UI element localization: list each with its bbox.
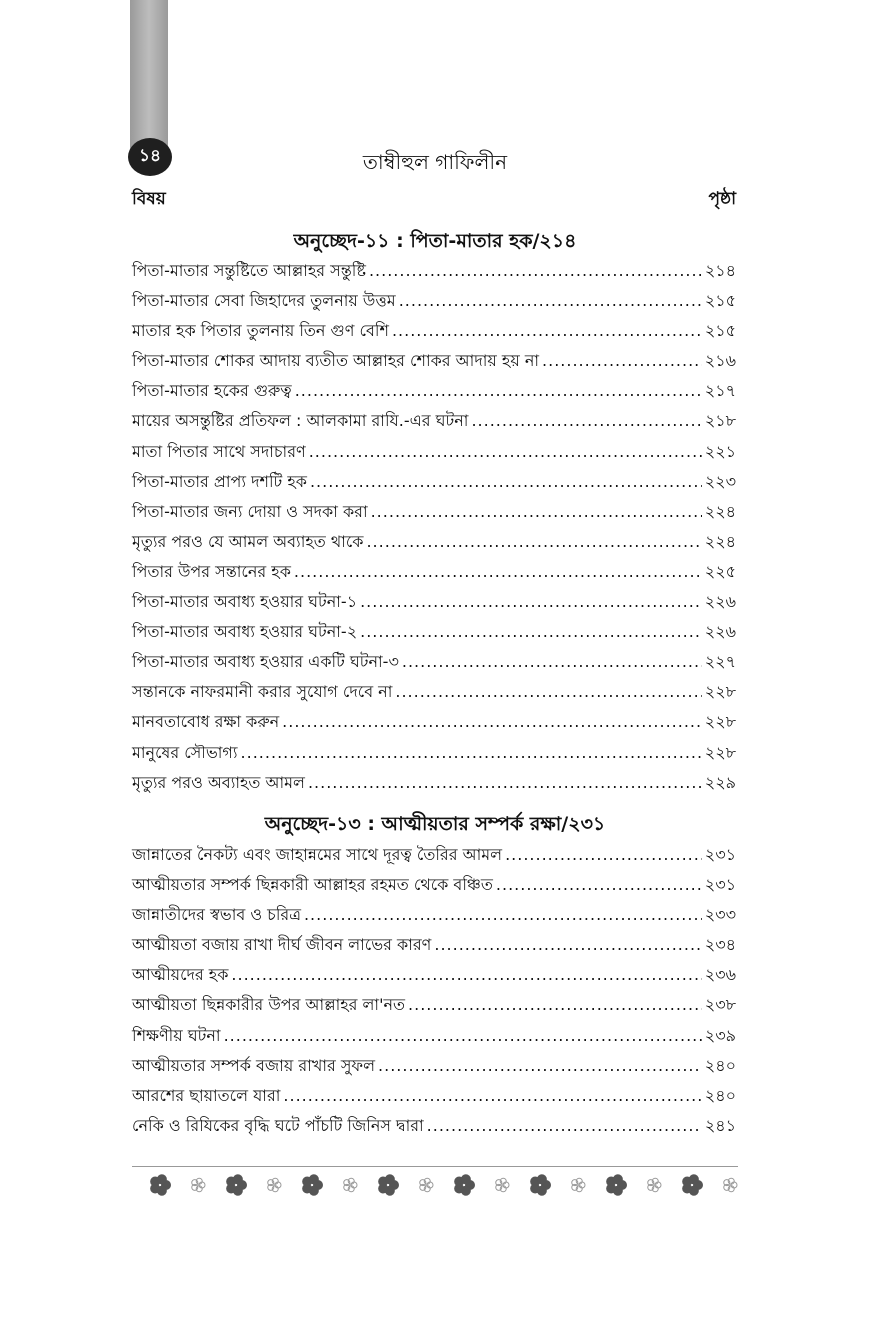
toc-entry-title: পিতা-মাতার সেবা জিহাদের তুলনায় উত্তম (132, 291, 396, 311)
toc-entry-page: ২৩৩ (704, 905, 736, 925)
page-number-badge: ১৪ (128, 138, 172, 176)
toc-entry-page: ২৪০ (704, 1085, 736, 1105)
toc-entry (132, 406, 736, 436)
toc-entry-title: পিতা-মাতার অবাধ্য হওয়ার ঘটনা-১ (132, 592, 358, 612)
dot-leader (427, 1111, 702, 1141)
section-heading-11: অনুচ্ছেদ-১১ : পিতা-মাতার হক/২১৪ (293, 230, 577, 252)
toc-entry-title: আত্মীয়দের হক (132, 965, 229, 985)
dot-leader (283, 1081, 701, 1111)
toc-entry-title: মানবতাবোধ রক্ষা করুন (132, 712, 280, 732)
dot-leader (360, 587, 702, 617)
dot-leader (369, 256, 702, 286)
toc-entry-title: আত্মীয়তা বজায় রাখা দীর্ঘ জীবন লাভের কারণ (132, 935, 432, 955)
toc-entry (132, 840, 736, 870)
dot-leader (304, 900, 702, 930)
toc-list-section-11 (132, 256, 736, 798)
toc-entry (132, 707, 736, 737)
dot-leader (241, 738, 702, 768)
toc-entry (132, 1111, 736, 1141)
dot-leader (399, 286, 702, 316)
toc-entry-title: পিতা-মাতার প্রাপ্য দশটি হক (132, 471, 307, 491)
toc-entry-title: জান্নাতের নৈকট্য এবং জাহান্নমের সাথে দূরত্ব তৈরির আমল (132, 845, 503, 864)
book-title: তাম্বীহুল গাফিলীন (362, 150, 508, 174)
flower-icon (682, 1174, 703, 1195)
dot-leader (360, 617, 702, 647)
toc-entry-title: পিতার উপর সন্তানের হক (132, 561, 291, 581)
toc-entry-page: ২২৪ (704, 531, 736, 551)
dot-leader (402, 647, 702, 677)
small-flower-icon (268, 1178, 281, 1192)
dot-leader (231, 960, 701, 990)
small-flower-icon (344, 1178, 357, 1192)
toc-entry (132, 1021, 736, 1051)
dot-leader (542, 346, 702, 376)
dot-leader (505, 840, 702, 870)
dot-leader (378, 1051, 702, 1081)
toc-entry-page: ২১৪ (704, 261, 736, 280)
toc-entry (132, 1081, 736, 1111)
toc-entry (132, 346, 736, 376)
toc-entry (132, 256, 736, 286)
flower-icon (606, 1174, 627, 1195)
toc-entry-page: ২৩৬ (704, 965, 736, 985)
toc-entry (132, 930, 736, 960)
toc-entry-page: ২১৫ (704, 321, 736, 341)
toc-entry-page: ২৩৪ (704, 935, 736, 955)
toc-entry (132, 768, 736, 798)
toc-entry (132, 960, 736, 990)
toc-entry-page: ২৩১ (704, 845, 736, 864)
toc-entry-title: পিতা-মাতার অবাধ্য হওয়ার ঘটনা-২ (132, 622, 358, 642)
toc-list-section-13 (132, 840, 736, 1141)
toc-entry (132, 990, 736, 1020)
toc-entry-page: ২২৮ (704, 742, 736, 762)
toc-entry-title: মাতার হক পিতার তুলনায় তিন গুণ বেশি (132, 321, 389, 341)
toc-entry-page: ২৩৮ (704, 995, 736, 1015)
footer-divider (132, 1166, 738, 1167)
dot-leader (224, 1021, 702, 1051)
dot-leader (366, 527, 701, 557)
toc-entry (132, 497, 736, 527)
dot-leader (496, 870, 702, 900)
small-flower-icon (192, 1178, 205, 1192)
toc-entry (132, 738, 736, 768)
flower-icon (530, 1174, 551, 1195)
toc-entry-title: পিতা-মাতার সন্তুষ্টিতে আল্লাহর সন্তুষ্টি (132, 261, 366, 280)
dot-leader (395, 677, 701, 707)
toc-entry-title: মায়ের অসন্তুষ্টির প্রতিফল : আলকামা রাযি.-এর ঘটনা (132, 411, 469, 431)
dot-leader (310, 467, 702, 497)
column-heading-topic: বিষয় (132, 189, 166, 209)
toc-entry-page: ২২৩ (704, 471, 736, 491)
toc-entry (132, 870, 736, 900)
toc-entry-page: ২৩১ (704, 875, 736, 895)
toc-entry-page: ২২৪ (704, 501, 736, 521)
dot-leader (471, 406, 701, 436)
dot-leader (309, 437, 702, 467)
toc-entry-title: জান্নাতীদের স্বভাব ও চরিত্র (132, 905, 301, 925)
toc-entry-page: ২৩৯ (704, 1025, 736, 1045)
toc-entry-title: আরশের ছায়াতলে যারা (132, 1085, 281, 1105)
toc-entry-title: মৃত্যুর পরও যে আমল অব্যাহত থাকে (132, 531, 364, 551)
dot-leader (294, 557, 702, 587)
toc-entry-page: ২২৬ (704, 592, 736, 612)
dot-leader (308, 768, 702, 798)
flower-icon (454, 1174, 475, 1195)
toc-entry-title: আত্মীয়তার সম্পর্ক ছিন্নকারী আল্লাহর রহমত থেকে বঞ্চিত (132, 875, 493, 895)
page-tab-marker (130, 0, 168, 150)
toc-entry-page: ২২৫ (704, 561, 736, 581)
small-flower-icon (496, 1178, 509, 1192)
toc-entry-title: শিক্ষণীয় ঘটনা (132, 1025, 221, 1045)
toc-entry-title: সন্তানকে নাফরমানী করার সুযোগ দেবে না (132, 682, 393, 702)
toc-entry-title: নেকি ও রিযিকের বৃদ্ধি ঘটে পাঁচটি জিনিস দ্বারা (132, 1115, 424, 1135)
flower-icon (302, 1174, 323, 1195)
toc-entry-page: ২২৭ (704, 652, 736, 672)
toc-entry-title: মানুষের সৌভাগ্য (132, 742, 238, 762)
toc-entry (132, 467, 736, 497)
dot-leader (295, 376, 702, 406)
toc-entry (132, 900, 736, 930)
toc-entry-page: ২৪০ (704, 1055, 736, 1075)
section-heading-13: অনুচ্ছেদ-১৩ : আত্মীয়তার সম্পর্ক রক্ষা/২৩১ (264, 813, 606, 835)
flower-icon (378, 1174, 399, 1195)
flower-icon (150, 1174, 171, 1195)
toc-entry-page: ২২৯ (704, 772, 736, 792)
toc-entry-page: ২১৭ (704, 381, 736, 401)
small-flower-icon (572, 1178, 585, 1192)
dot-leader (434, 930, 701, 960)
floral-ornament-border (132, 1170, 738, 1200)
toc-entry-title: পিতা-মাতার শোকর আদায় ব্যতীত আল্লাহর শোকর আদায় হয় না (132, 351, 540, 371)
toc-entry-page: ২১৫ (704, 291, 736, 311)
toc-entry-title: আত্মীয়তার সম্পর্ক বজায় রাখার সুফল (132, 1055, 376, 1075)
toc-entry-page: ২২১ (704, 441, 736, 461)
flower-icon (226, 1174, 247, 1195)
toc-entry-title: মাতা পিতার সাথে সদাচারণ (132, 441, 306, 461)
toc-entry-page: ২১৬ (704, 351, 736, 371)
small-flower-icon (420, 1178, 433, 1192)
dot-leader (392, 316, 702, 346)
toc-entry (132, 587, 736, 617)
small-flower-icon (648, 1178, 661, 1192)
toc-entry (132, 677, 736, 707)
toc-entry-title: পিতা-মাতার জন্য দোয়া ও সদকা করা (132, 501, 368, 521)
toc-entry (132, 286, 736, 316)
toc-entry (132, 617, 736, 647)
toc-entry (132, 437, 736, 467)
dot-leader (282, 707, 702, 737)
toc-entry-page: ২১৮ (704, 411, 736, 431)
toc-entry-page: ২২৬ (704, 622, 736, 642)
dot-leader (408, 990, 702, 1020)
column-heading-page: পৃষ্ঠা (708, 189, 736, 209)
toc-entry-title: মৃত্যুর পরও অব্যাহত আমল (132, 772, 305, 792)
dot-leader (371, 497, 702, 527)
toc-entry (132, 527, 736, 557)
toc-entry (132, 376, 736, 406)
toc-entry-title: পিতা-মাতার হকের গুরুত্ব (132, 381, 292, 401)
small-flower-icon (724, 1178, 737, 1192)
toc-entry-title: পিতা-মাতার অবাধ্য হওয়ার একটি ঘটনা-৩ (132, 652, 399, 672)
toc-entry (132, 647, 736, 677)
toc-entry-page: ২২৮ (704, 682, 736, 702)
toc-entry-title: আত্মীয়তা ছিন্নকারীর উপর আল্লাহর লা'নত (132, 995, 406, 1015)
toc-entry (132, 557, 736, 587)
toc-entry (132, 316, 736, 346)
toc-entry-page: ২২৮ (704, 712, 736, 732)
toc-entry-page: ২৪১ (704, 1115, 736, 1135)
toc-entry (132, 1051, 736, 1081)
